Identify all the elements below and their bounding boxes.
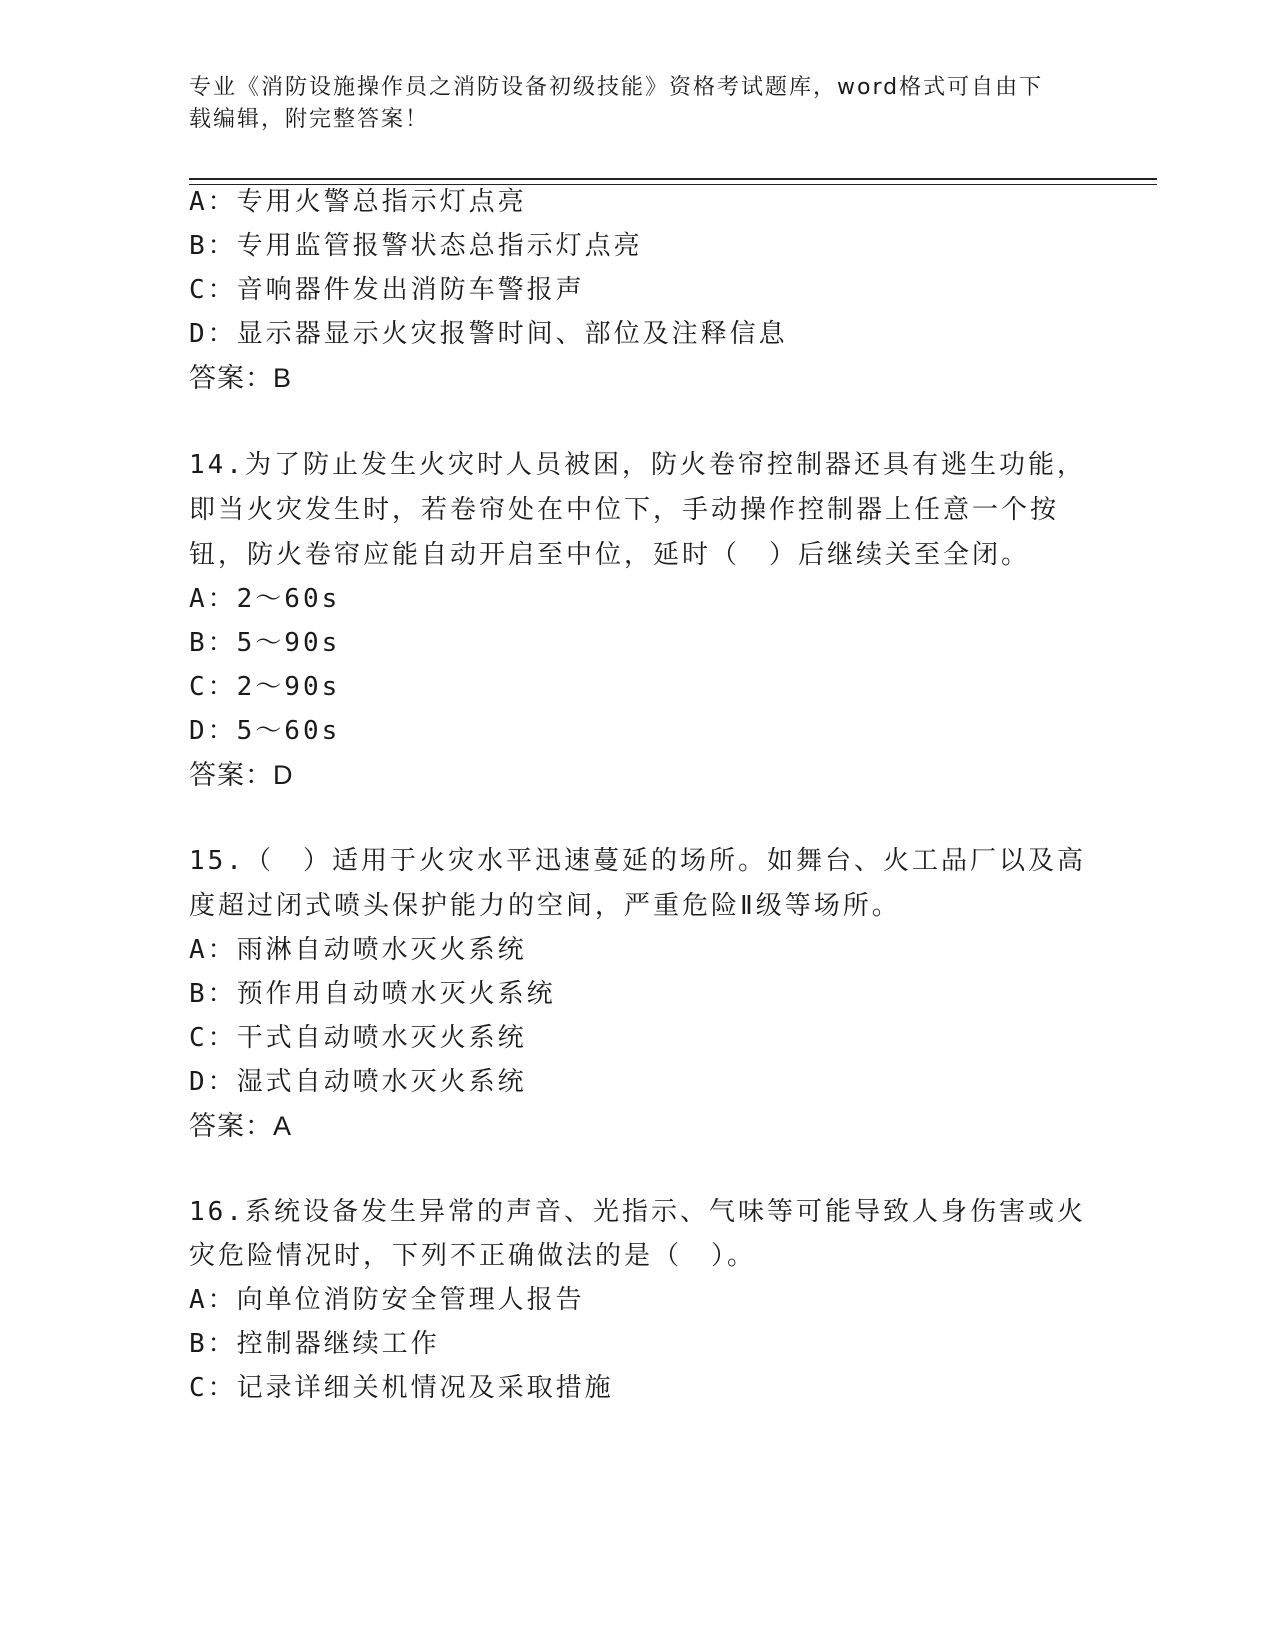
q16-option-c: C：记录详细关机情况及采取措施 (189, 1373, 614, 1403)
q14-option-d: D：5～60s (189, 716, 341, 746)
q16-stem-line-1: 16.系统设备发生异常的声音、光指示、气味等可能导致人身伤害或火 (189, 1197, 1086, 1227)
q13-option-a: A：专用火警总指示灯点亮 (189, 187, 527, 217)
q14-stem-line-2: 即当火灾发生时，若卷帘处在中位下，手动操作控制器上任意一个按 (189, 495, 1060, 525)
q15-option-d: D：湿式自动喷水灭火系统 (189, 1067, 527, 1097)
q16-stem-line-2: 灾危险情况时，下列不正确做法的是（ ）。 (189, 1241, 757, 1271)
q15-answer: 答案：A (189, 1111, 293, 1141)
q16-option-a: A：向单位消防安全管理人报告 (189, 1285, 585, 1315)
q13-option-d: D：显示器显示火灾报警时间、部位及注释信息 (189, 319, 788, 349)
q13-answer: 答案：B (189, 363, 293, 393)
header-divider (189, 178, 1157, 180)
q13-option-c: C：音响器件发出消防车警报声 (189, 275, 585, 305)
document-header (189, 72, 1069, 136)
q15-stem-line-2: 度超过闭式喷头保护能力的空间，严重危险Ⅱ级等场所。 (189, 891, 901, 921)
q14-stem-line-3: 钮，防火卷帘应能自动开启至中位，延时（ ）后继续关至全闭。 (189, 540, 1031, 570)
q14-stem-line-1: 14.为了防止发生火灾时人员被困，防火卷帘控制器还具有逃生功能， (189, 450, 1086, 480)
q15-option-c: C：干式自动喷水灭火系统 (189, 1023, 527, 1053)
q14-option-b: B：5～90s (189, 628, 341, 658)
q15-option-a: A：雨淋自动喷水灭火系统 (189, 935, 527, 965)
q13-option-b: B：专用监管报警状态总指示灯点亮 (189, 231, 643, 261)
q16-option-b: B：控制器继续工作 (189, 1329, 440, 1359)
header-line-1: 专业《消防设施操作员之消防设备初级技能》资格考试题库，word格式可自由下 (189, 75, 1044, 100)
header-line-2: 载编辑，附完整答案！ (189, 107, 430, 132)
q15-option-b: B：预作用自动喷水灭火系统 (189, 979, 556, 1009)
header-divider-thin (189, 184, 1157, 185)
q15-stem-line-1: 15.（ ）适用于火灾水平迅速蔓延的场所。如舞台、火工品厂以及高 (189, 846, 1086, 876)
q14-option-a: A：2～60s (189, 584, 341, 614)
q14-answer: 答案：D (189, 760, 294, 790)
q14-option-c: C：2～90s (189, 672, 341, 702)
